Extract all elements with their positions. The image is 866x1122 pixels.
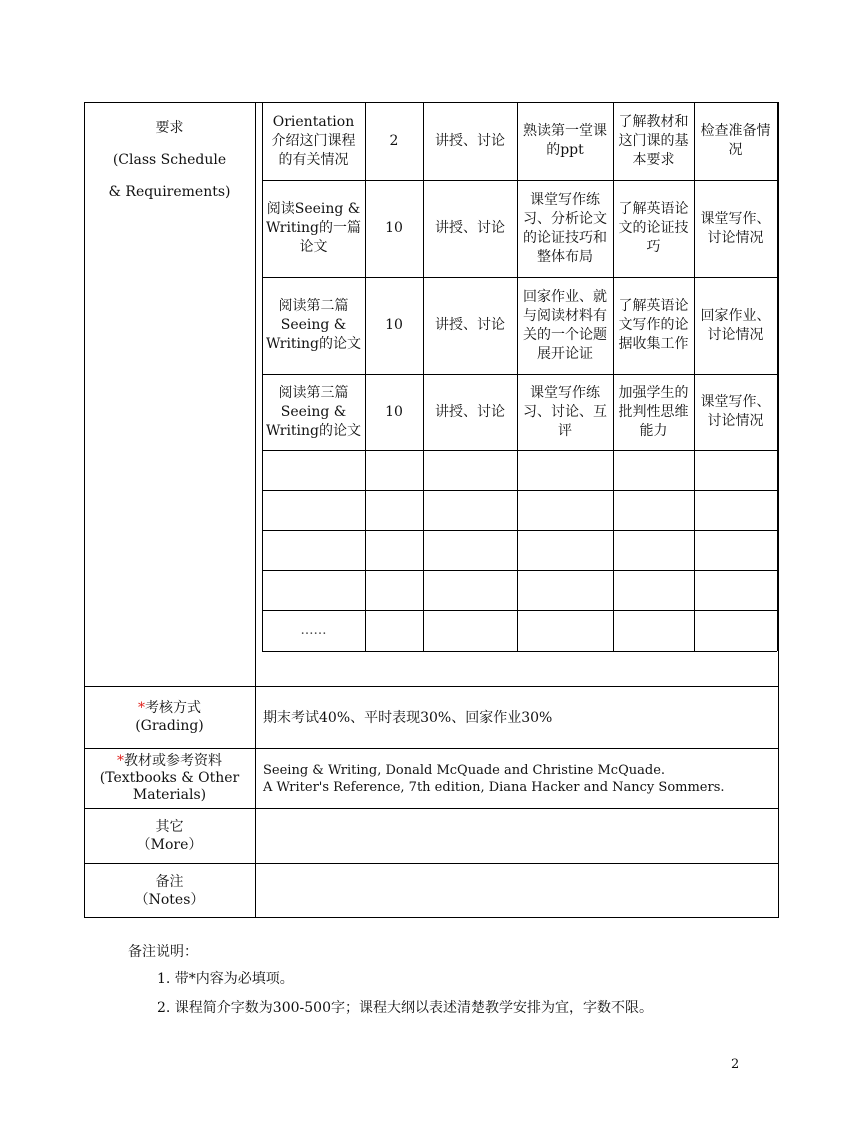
notes-label-en: （Notes） bbox=[134, 891, 205, 908]
grading-label-cn: 考核方式 bbox=[145, 700, 201, 716]
grid-line bbox=[262, 530, 777, 531]
table-cell-method: 讲授、讨论 bbox=[435, 403, 505, 420]
table-cell-content: 阅读Seeing & Writing的一篇论文 bbox=[265, 201, 361, 255]
grid-line bbox=[262, 570, 777, 571]
table-cell-hours: 2 bbox=[389, 132, 399, 149]
table-cell-method: 讲授、讨论 bbox=[435, 317, 505, 333]
materials-label-cn: 教材或参考资料 bbox=[124, 752, 222, 769]
table-cell-homework: 回家作业、就与阅读材料有关的一个论题展开论证 bbox=[523, 288, 607, 362]
materials-line-2: A Writer's Reference, 7th edition, Diana Hacker and Nancy Sommers. bbox=[263, 780, 725, 795]
grading-value: 期末考试40%、平时表现30%、回家作业30% bbox=[263, 710, 553, 726]
required-star: * bbox=[138, 700, 145, 716]
grid-line bbox=[262, 651, 777, 652]
table-cell-content: 阅读第二篇Seeing & Writing的论文 bbox=[265, 298, 361, 352]
notes-label-cn: 备注 bbox=[155, 873, 184, 890]
table-cell-hours: 10 bbox=[385, 317, 403, 333]
table-cell-hours: 10 bbox=[385, 403, 403, 420]
footnote-item-1: 1. 带*内容为必填项。 bbox=[157, 971, 294, 987]
table-cell-assessment: 课堂写作、讨论情况 bbox=[700, 210, 771, 246]
requirements-label bbox=[84, 112, 255, 208]
footnote-item-2: 2. 课程简介字数为300-500字；课程大纲以表述清楚教学安排为宜，字数不限。 bbox=[157, 1000, 653, 1016]
materials-label-en-1: (Textbooks & Other bbox=[99, 769, 240, 786]
grid-line bbox=[262, 490, 777, 491]
grid-line bbox=[262, 450, 777, 451]
table-cell-method: 讲授、讨论 bbox=[435, 220, 505, 236]
grading-label bbox=[84, 686, 255, 748]
materials-label-en-2: Materials) bbox=[132, 786, 207, 803]
materials-label bbox=[84, 748, 255, 808]
table-cell-goal: 了解教材和这门课的基本要求 bbox=[618, 113, 689, 168]
requirements-label-en-2: & Requirements) bbox=[108, 184, 231, 200]
grading-label-en: (Grading) bbox=[135, 718, 204, 734]
table-cell-goal: 了解英语论文的论证技巧 bbox=[618, 201, 689, 255]
materials-line-1: Seeing & Writing, Donald McQuade and Christine McQuade. bbox=[263, 763, 666, 778]
table-cell-content: Orientation 介绍这门课程的有关情况 bbox=[271, 113, 356, 168]
notes-label bbox=[84, 863, 255, 918]
more-label-cn: 其它 bbox=[155, 818, 184, 835]
table-cell-hours: 10 bbox=[385, 220, 403, 236]
table-cell-homework: 熟读第一堂课的ppt bbox=[523, 123, 607, 158]
requirements-label-en-1: (Class Schedule bbox=[112, 152, 227, 168]
ellipsis-cell: …… bbox=[300, 623, 327, 638]
label-column-divider bbox=[255, 102, 256, 918]
table-cell-goal: 了解英语论文写作的论据收集工作 bbox=[618, 298, 689, 352]
table-cell-goal: 加强学生的批判性思维能力 bbox=[618, 384, 689, 439]
table-cell-method: 讲授、讨论 bbox=[435, 132, 505, 149]
more-label bbox=[84, 808, 255, 863]
grid-line bbox=[777, 102, 778, 651]
table-cell-homework: 课堂写作练习、讨论、互评 bbox=[523, 384, 607, 439]
table-cell-assessment: 课堂写作、讨论情况 bbox=[700, 394, 771, 429]
table-cell-assessment: 检查准备情况 bbox=[700, 123, 771, 158]
required-star: * bbox=[117, 752, 124, 769]
requirements-label-cn: 要求 bbox=[155, 120, 184, 136]
table-cell-content: 阅读第三篇Seeing & Writing的论文 bbox=[265, 384, 361, 439]
footnotes-title: 备注说明： bbox=[128, 944, 198, 960]
more-label-en: （More） bbox=[136, 836, 203, 853]
page-number: 2 bbox=[731, 1057, 740, 1072]
table-cell-homework: 课堂写作练习、分析论文的论证技巧和整体布局 bbox=[523, 191, 607, 265]
table-cell-assessment: 回家作业、讨论情况 bbox=[700, 307, 771, 343]
materials-value bbox=[263, 762, 725, 796]
